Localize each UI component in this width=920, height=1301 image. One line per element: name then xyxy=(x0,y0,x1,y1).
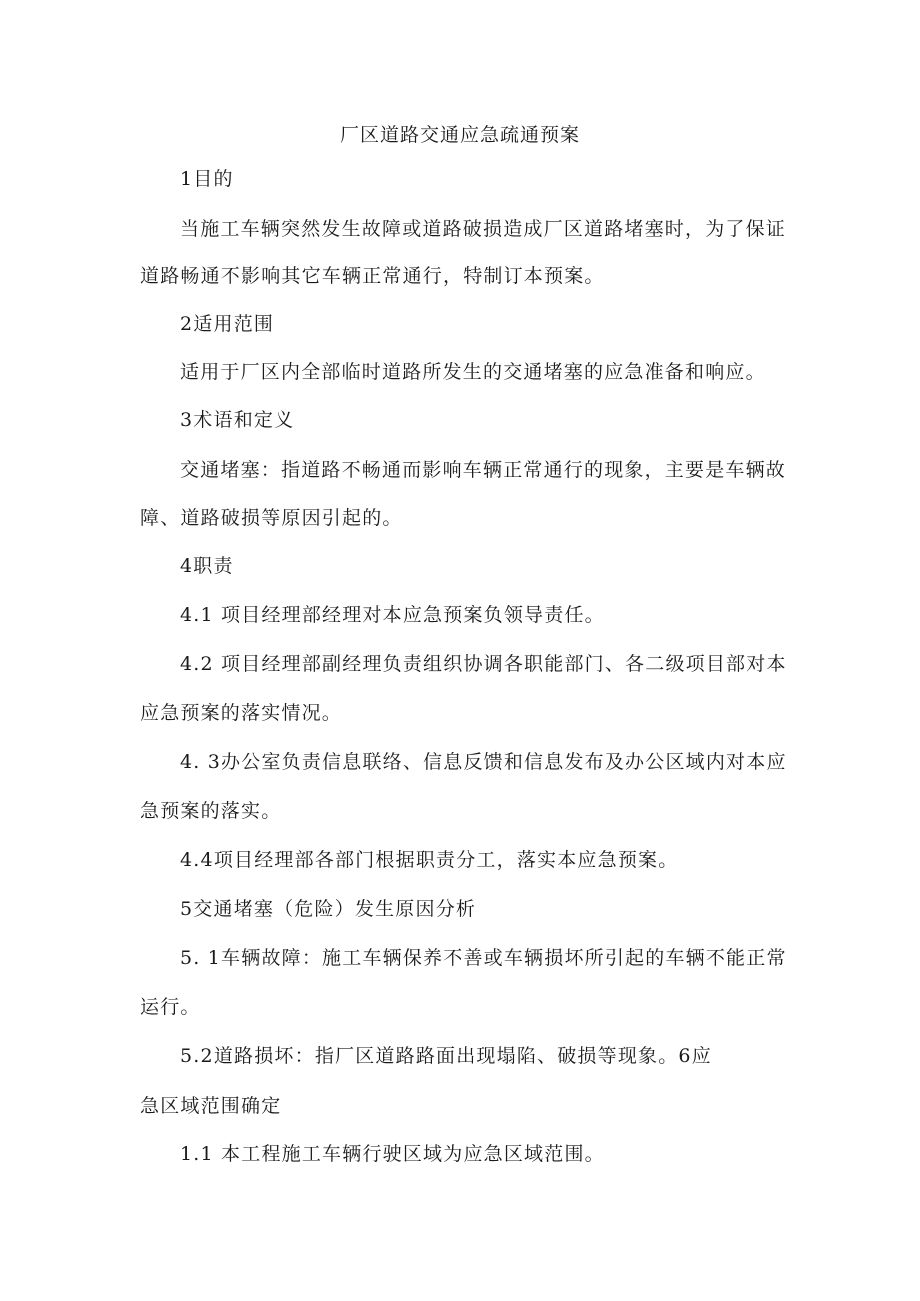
section-heading-terms: 3术语和定义 xyxy=(180,409,295,431)
paragraph-line: 4.2 项目经理部副经理负责组织协调各职能部门、各二级项目部对本 xyxy=(180,653,787,675)
paragraph-line: 4. 3办公室负责信息联络、信息反馈和信息发布及办公区域内对本应 xyxy=(180,751,787,773)
paragraph-line: 障、道路破损等原因引起的。 xyxy=(140,507,403,529)
paragraph-line: 适用于厂区内全部临时道路所发生的交通堵塞的应急准备和响应。 xyxy=(180,361,766,383)
paragraph-line: 急预案的落实。 xyxy=(140,800,282,822)
paragraph-line: 道路畅通不影响其它车辆正常通行，特制订本预案。 xyxy=(140,265,605,287)
paragraph-line: 运行。 xyxy=(140,996,201,1018)
paragraph-line: 5.2道路损坏：指厂区道路路面出现塌陷、破损等现象。6应 xyxy=(180,1045,712,1067)
section-heading-duties: 4职责 xyxy=(180,555,234,577)
section-heading-purpose: 1目的 xyxy=(180,168,234,190)
document-title: 厂区道路交通应急疏通预案 xyxy=(339,124,580,146)
paragraph-line: 1.1 本工程施工车辆行驶区域为应急区域范围。 xyxy=(180,1143,605,1165)
paragraph-line: 5. 1车辆故障：施工车辆保养不善或车辆损坏所引起的车辆不能正常 xyxy=(180,947,787,969)
paragraph-line: 交通堵塞：指道路不畅通而影响车辆正常通行的现象，主要是车辆故 xyxy=(180,459,787,481)
section-heading-causes: 5交通堵塞（危险）发生原因分析 xyxy=(180,898,477,920)
section-heading-scope: 2适用范围 xyxy=(180,313,275,335)
paragraph-line: 应急预案的落实情况。 xyxy=(140,702,343,724)
paragraph-line: 急区域范围确定 xyxy=(140,1095,282,1117)
paragraph-line: 4.1 项目经理部经理对本应急预案负领导责任。 xyxy=(180,604,605,626)
paragraph-line: 当施工车辆突然发生故障或道路破损造成厂区道路堵塞时，为了保证 xyxy=(180,218,787,240)
paragraph-line: 4.4项目经理部各部门根据职责分工，落实本应急预案。 xyxy=(180,849,679,871)
